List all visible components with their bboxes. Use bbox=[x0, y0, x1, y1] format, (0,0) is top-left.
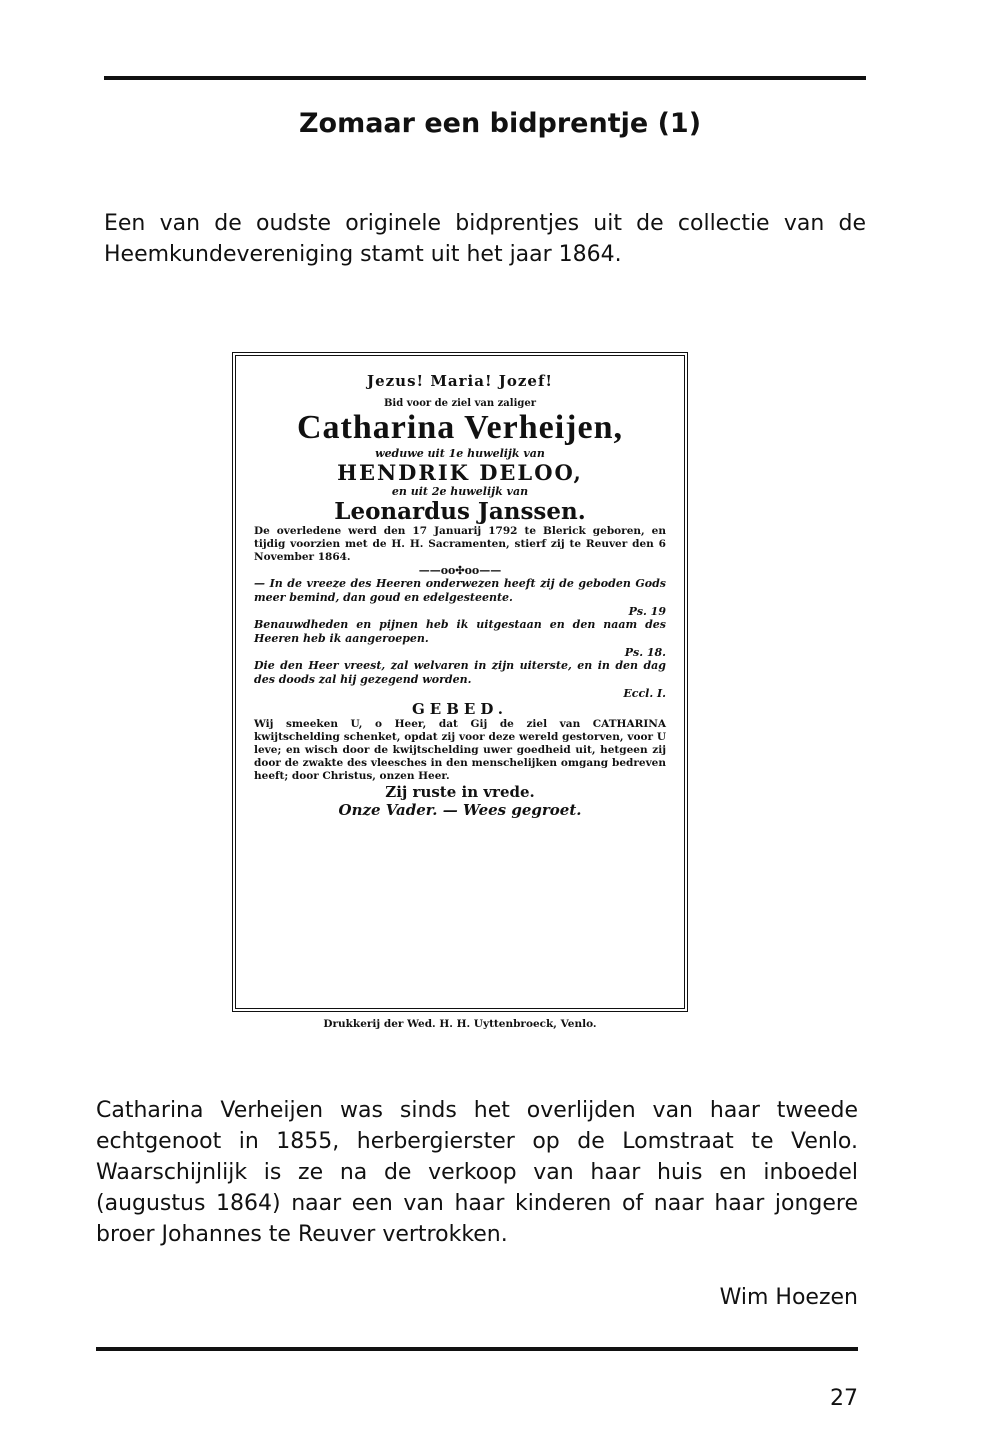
page-number: 27 bbox=[830, 1386, 858, 1411]
memorial-card bbox=[232, 352, 688, 1012]
card-verse-3-ref: Eccl. I. bbox=[623, 687, 666, 700]
card-verse-2-ref: Ps. 18. bbox=[624, 646, 666, 659]
card-gebed-heading: GEBED. bbox=[411, 700, 509, 718]
top-rule bbox=[104, 76, 866, 80]
card-first-marriage: weduwe uit 1e huwelijk van bbox=[375, 447, 545, 460]
page-title: Zomaar een bidprentje (1) bbox=[298, 108, 702, 139]
card-verse-1-ref: Ps. 19 bbox=[628, 605, 666, 618]
card-gebed-text: Wij smeeken U, o Heer, dat Gij de ziel van CATHARINA kwijtschelding schenket, opdat zij voor deze wereld gestorven, voor U leve; en wisch door de kwijtschelding uwer goedheid uit, hetgeen zij door de zwakte des vleesches in den menschelijken omgang bedreven heeft; door Christus, onzen Heer. bbox=[254, 718, 666, 782]
card-verse-1: — In de vreeze des Heeren onderwezen heeft zij de geboden Gods meer bemind, dan goud en edelgesteente. bbox=[254, 577, 666, 604]
card-prayer-request: Bid voor de ziel van zaliger bbox=[383, 398, 536, 409]
card-bio: De overledene werd den 17 Januarij 1792 te Blerick geboren, en tijdig voorzien met de H. H. Sacramenten, stierf zij te Reuver den 6 November 1864. bbox=[254, 525, 666, 563]
card-closing: Onze Vader. — Wees gegroet. bbox=[338, 801, 582, 819]
ornament: ——oo✣oo—— bbox=[418, 564, 502, 577]
bottom-rule bbox=[96, 1347, 858, 1351]
card-second-marriage: en uit 2e huwelijk van bbox=[391, 485, 529, 498]
card-second-husband: Leonardus Janssen. bbox=[334, 498, 586, 525]
card-verse-3: Die den Heer vreest, zal welvaren in zijn uiterste, en in den dag des doods zal hij gezegend worden. bbox=[254, 659, 666, 686]
card-verse-2: Benauwdheden en pijnen heb ik uitgestaan en den naam des Heeren heb ik aangeroepen. bbox=[254, 618, 666, 645]
body-paragraph: Catharina Verheijen was sinds het overlijden van haar tweede echtgenoot in 1855, herbergierster op de Lomstraat te Venlo. Waarschijnlijk is ze na de verkoop van haar huis en inboedel (augustus 1864) naar een van haar kinderen of naar haar jongere broer Johannes te Reuver vertrokken. bbox=[96, 1098, 858, 1247]
card-rest: Zij ruste in vrede. bbox=[385, 783, 535, 801]
card-first-husband: HENDRIK DELOO, bbox=[337, 460, 583, 485]
card-invocation: Jezus! Maria! Jozef! bbox=[367, 372, 553, 390]
author: Wim Hoezen bbox=[719, 1285, 858, 1310]
intro-paragraph: Een van de oudste originele bidprentjes uit de collectie van de Heemkundevereniging stamt uit het jaar 1864. bbox=[104, 211, 866, 267]
printer-credit: Drukkerij der Wed. H. H. Uyttenbroeck, Venlo. bbox=[323, 1018, 597, 1030]
card-deceased-name: Catharina Verheijen, bbox=[297, 409, 623, 446]
